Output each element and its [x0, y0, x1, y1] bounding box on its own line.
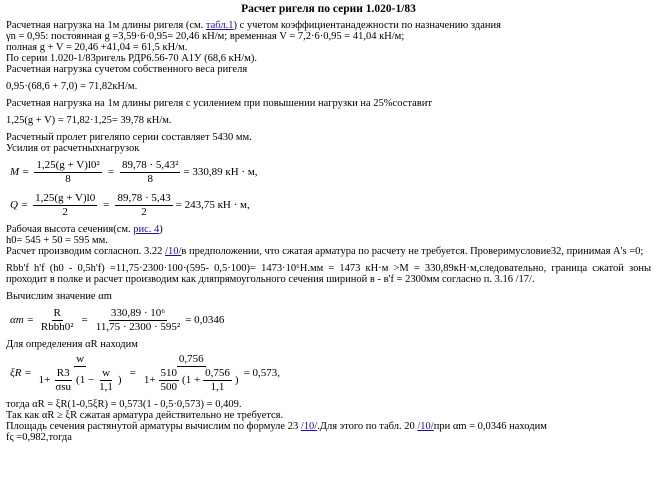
text: Рабочая высота сечения(см. [6, 224, 134, 235]
denominator: 2 [141, 206, 147, 218]
increase-note: Расчетная нагрузка на 1м длины ригеля с усилением при повышении нагрузки на 25%составит [6, 98, 432, 109]
link-table-1[interactable]: табл.1 [205, 20, 234, 31]
numerator: 0,756 [205, 367, 230, 379]
fraction [37, 354, 124, 393]
alpha-r-heading: Для определения αR находим [6, 339, 138, 350]
load-intro [6, 20, 651, 31]
text: ) [117, 374, 122, 386]
formula-result: = 243,75 кН · м, [175, 199, 250, 211]
denominator: 1,1 [210, 381, 225, 393]
formula-lhs: αm = [10, 314, 34, 326]
link-ref-10[interactable]: /10/ [165, 246, 182, 257]
working-height [6, 224, 651, 235]
fraction [39, 308, 76, 333]
fraction [159, 368, 180, 393]
formula-lhs: Q = [10, 199, 29, 211]
equals-sign: = [103, 199, 110, 211]
formula-shear [10, 193, 651, 218]
numerator: w [76, 353, 85, 365]
load-values: γn = 0,95: постоянная g =3,59·6·0,95= 20,46 кН/м; временная V = 7,2·6·0,95 = 41,04 кН/м; [6, 31, 405, 42]
numerator: R3 [56, 367, 70, 379]
formula-xi-r [10, 354, 651, 393]
condition-check: Rbb'f h'f (h0 - 0,5h'f) =11,75·2300·100·(595- 0,5·100)= 1473·10⁶Н.мм = 1473 кН·м >M = 330,89кН·м,следовательно, граница сжатой зоны проходит в полке и расчет производим как дляпрямоугольного сечения шириной в - в'f = 2300мм согласно п. 3.16 /17/. [6, 263, 651, 285]
numerator: 1,25(g + V)l0 [35, 192, 96, 204]
page-title: Расчет ригеля по серии 1.020-1/83 [241, 3, 416, 15]
text: при αm = 0,0346 находим [433, 421, 547, 432]
working-height-calc: h0= 545 + 50 = 595 мм. [6, 235, 108, 246]
denominator: 8 [65, 173, 71, 185]
denominator: Rbbh0² [40, 321, 74, 333]
denominator: 2 [62, 206, 68, 218]
numerator: 510 [160, 367, 178, 379]
text: 1+ [38, 374, 51, 386]
link-ref-10[interactable]: /10/ [417, 421, 434, 432]
numerator: R [53, 307, 61, 319]
link-ref-10[interactable]: /10/ [300, 421, 318, 432]
text: .Для этого по табл. 20 [317, 421, 418, 432]
text: Площадь сечения растянутой арматуры вычислим по формуле 23 [6, 421, 301, 432]
numerator: 89,78 · 5,43² [121, 159, 179, 171]
calc-assumption [6, 246, 651, 257]
formula-result: = 0,0346 [185, 314, 225, 326]
series-note: По серии 1.020-1/83ригель РДР6.56-70 А1У (68,6 кН/м). [6, 53, 257, 64]
alpha-r-calc: тогда αR = ξR(1-0,5ξR) = 0,573(1 - 0,5·0,573) = 0,409. [6, 399, 242, 410]
compressed-reinforcement-note: Так как αR ≥ ξR сжатая арматура действительно не требуется. [6, 410, 284, 421]
fraction [34, 160, 101, 185]
numerator: 0,756 [178, 353, 204, 365]
text: (1 − [76, 374, 95, 386]
denominator [142, 367, 241, 393]
fraction [33, 193, 97, 218]
formula-alpha-m [10, 308, 651, 333]
load-total: полная g + V = 20,46 +41,04 = 61,5 кН/м. [6, 42, 188, 53]
text: (1 + [182, 374, 201, 386]
alpha-m-heading: Вычислим значение αm [6, 291, 112, 302]
text: в предположении, что сжатая арматура по расчету не требуется. Проверимусловие32, принимая A's =0; [181, 246, 644, 257]
equals-sign: = [81, 314, 88, 326]
denominator: 500 [160, 381, 178, 393]
denominator: 8 [147, 173, 153, 185]
link-figure-4[interactable]: рис. 4 [133, 224, 160, 235]
text: Расчет производим согласноп. 3.22 [6, 246, 166, 257]
formula-moment [10, 160, 651, 185]
formula-lhs: ξR = [10, 367, 32, 379]
text: Расчетная нагрузка на 1м длины ригеля (см. [6, 20, 206, 31]
increase-calc: 1,25(g + V) = 71,82·1,25= 39,78 кН/м. [6, 115, 172, 126]
forces-heading: Усилия от расчетныхнагрузок [6, 143, 140, 154]
text: ) [234, 374, 239, 386]
numerator: w [102, 367, 111, 379]
equals-sign: = [107, 166, 114, 178]
text: 1+ [143, 374, 156, 386]
fraction [120, 160, 180, 185]
fraction [94, 308, 182, 333]
formula-result: = 330,89 кН · м, [183, 166, 258, 178]
fraction [142, 354, 241, 393]
fraction [97, 368, 115, 393]
span-note: Расчетный пролет ригеляпо серии составляет 5430 мм. [6, 132, 252, 143]
denominator: 11,75 · 2300 · 595² [95, 321, 181, 333]
zeta-value: fς =0,982,тогда [6, 432, 72, 443]
equals-sign: = [129, 367, 136, 379]
self-weight-calc: 0,95·(68,6 + 7,0) = 71,82кН/м. [6, 81, 138, 92]
self-weight-note: Расчетная нагрузка сучетом собственного веса ригеля [6, 64, 248, 75]
text: ) [159, 224, 163, 235]
fraction [115, 193, 172, 218]
denominator: σsu [55, 381, 72, 393]
fraction [53, 368, 73, 393]
formula-lhs: M = [10, 166, 30, 178]
denominator [37, 367, 124, 393]
numerator: 330,89 · 10⁶ [110, 307, 166, 319]
text: ) с учетом коэффициентанадежности по назначению здания [233, 20, 501, 31]
numerator: 89,78 · 5,43 [117, 192, 171, 204]
denominator: 1,1 [99, 381, 113, 393]
fraction [203, 368, 232, 393]
area-calc-intro [6, 421, 651, 432]
numerator: 1,25(g + V)l0² [36, 159, 100, 171]
formula-result: = 0,573, [243, 367, 281, 379]
